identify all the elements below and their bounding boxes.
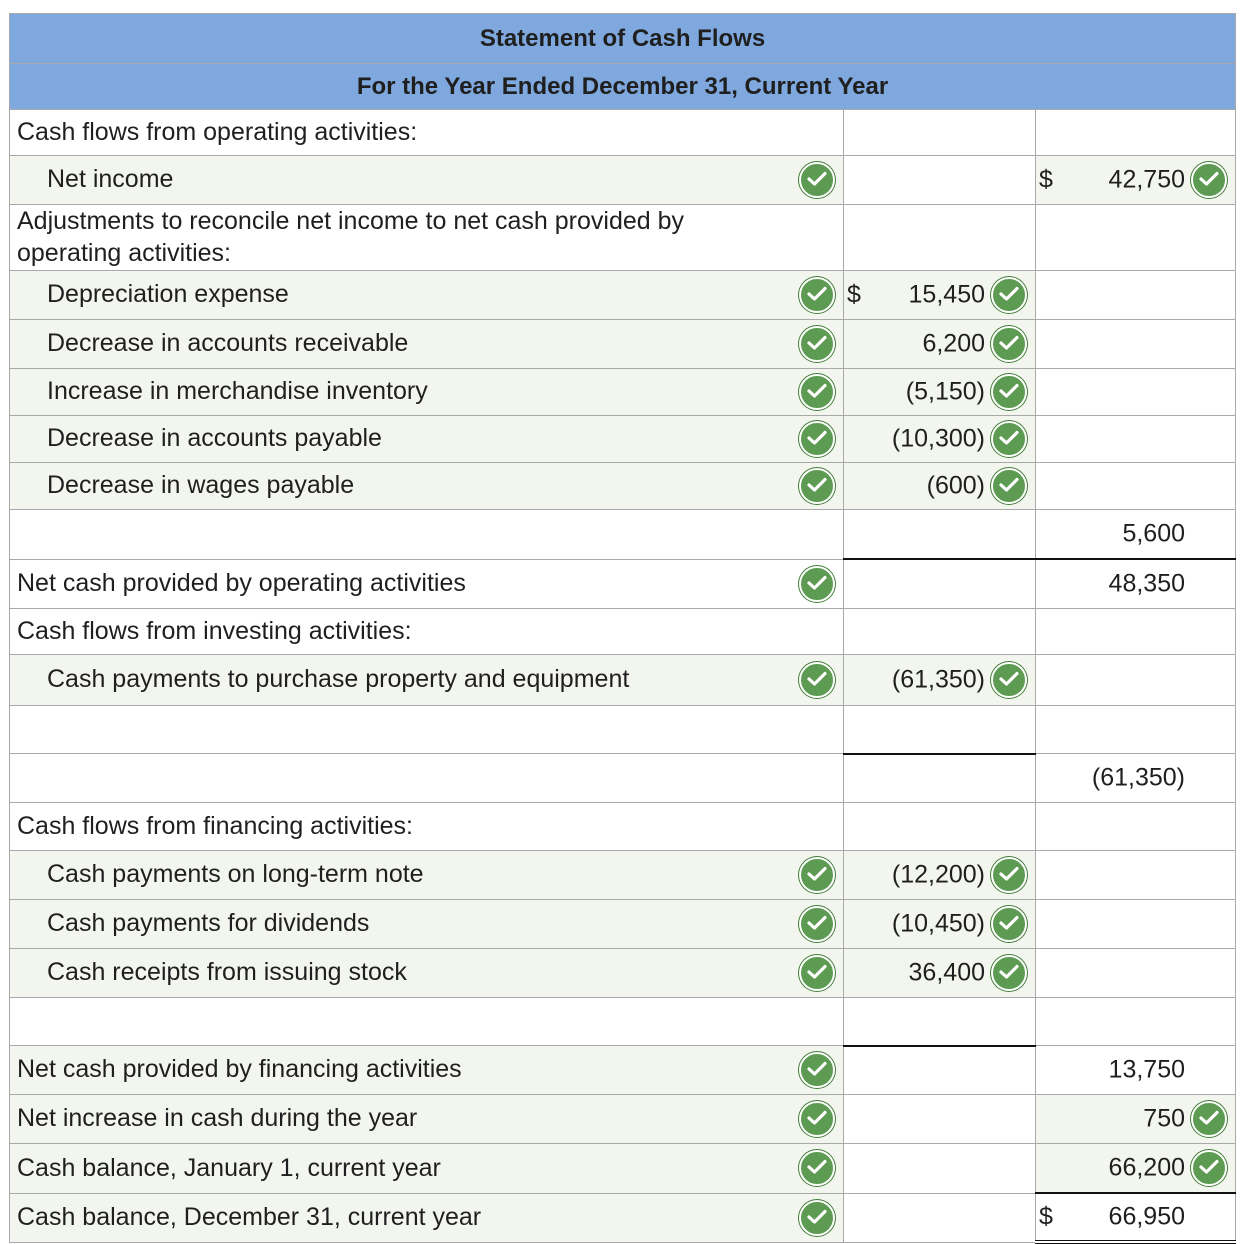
net-operating-label[interactable]: Net cash provided by operating activities [10, 559, 844, 609]
issue-stock-label[interactable]: Cash receipts from issuing stock [10, 949, 844, 998]
amount-cell[interactable] [844, 1144, 1036, 1194]
statement-subtitle: For the Year Ended December 31, Current Year [10, 64, 1236, 110]
statement-table [9, 13, 1236, 1244]
total-cell[interactable] [1036, 369, 1236, 416]
amount-cell[interactable] [844, 803, 1036, 851]
subtitle-row [10, 64, 1236, 110]
total-cell[interactable] [1036, 320, 1236, 369]
decrease-ap-amount[interactable]: (10,300) [844, 416, 1036, 463]
check-icon [991, 326, 1027, 362]
total-cell[interactable] [1036, 271, 1236, 320]
check-icon [991, 662, 1027, 698]
purchase-ppe-label[interactable]: Cash payments to purchase property and equipment [10, 655, 844, 706]
section-header-operating[interactable]: Cash flows from operating activities: [10, 110, 844, 156]
table-row [10, 463, 1236, 510]
depreciation-label[interactable]: Depreciation expense [10, 271, 844, 320]
check-icon [799, 1101, 835, 1137]
statement-title: Statement of Cash Flows [10, 14, 1236, 64]
blank-label[interactable] [10, 998, 844, 1046]
decrease-ar-amount[interactable]: 6,200 [844, 320, 1036, 369]
pay-dividends-amount[interactable]: (10,450) [844, 900, 1036, 949]
table-row [10, 156, 1236, 205]
issue-stock-amount[interactable]: 36,400 [844, 949, 1036, 998]
total-cell[interactable] [1036, 655, 1236, 706]
check-icon [991, 374, 1027, 410]
check-icon [799, 162, 835, 198]
check-icon [991, 421, 1027, 457]
check-icon [799, 374, 835, 410]
purchase-ppe-amount[interactable]: (61,350) [844, 655, 1036, 706]
net-financing-total[interactable]: 13,750 [1036, 1046, 1236, 1095]
net-income-label[interactable]: Net income [10, 156, 844, 205]
cash-jan-label[interactable]: Cash balance, January 1, current year [10, 1144, 844, 1194]
table-row [10, 851, 1236, 900]
table-row [10, 655, 1236, 706]
table-row [10, 205, 1236, 271]
table-row [10, 803, 1236, 851]
decrease-wages-amount[interactable]: (600) [844, 463, 1036, 510]
cash-jan-total[interactable]: 66,200 [1036, 1144, 1236, 1194]
table-row [10, 416, 1236, 463]
amount-cell[interactable] [844, 1095, 1036, 1144]
table-row [10, 754, 1236, 803]
currency-symbol: $ [1039, 165, 1053, 194]
table-row [10, 998, 1236, 1046]
check-icon [799, 1200, 835, 1236]
table-row [10, 110, 1236, 156]
amount-cell[interactable] [844, 156, 1036, 205]
increase-inventory-label[interactable]: Increase in merchandise inventory [10, 369, 844, 416]
table-row [10, 510, 1236, 560]
decrease-ar-label[interactable]: Decrease in accounts receivable [10, 320, 844, 369]
table-row [10, 1193, 1236, 1242]
section-header-financing[interactable]: Cash flows from financing activities: [10, 803, 844, 851]
section-header-investing[interactable]: Cash flows from investing activities: [10, 609, 844, 655]
table-row [10, 271, 1236, 320]
cash-dec-label[interactable]: Cash balance, December 31, current year [10, 1193, 844, 1242]
amount-cell[interactable] [844, 706, 1036, 754]
table-row [10, 900, 1236, 949]
depreciation-amount[interactable]: $ 15,450 [844, 271, 1036, 320]
amount-cell[interactable] [844, 609, 1036, 655]
total-cell[interactable] [1036, 609, 1236, 655]
check-icon [799, 277, 835, 313]
check-icon [991, 277, 1027, 313]
adjustments-total[interactable]: 5,600 [1036, 510, 1236, 560]
amount-cell[interactable] [844, 998, 1036, 1046]
net-operating-total[interactable]: 48,350 [1036, 559, 1236, 609]
check-icon [991, 906, 1027, 942]
increase-inventory-amount[interactable]: (5,150) [844, 369, 1036, 416]
check-icon [799, 662, 835, 698]
amount-cell[interactable] [844, 1193, 1036, 1242]
net-financing-label[interactable]: Net cash provided by financing activities [10, 1046, 844, 1095]
cash-dec-total[interactable]: $ 66,950 [1036, 1193, 1236, 1242]
total-cell[interactable] [1036, 949, 1236, 998]
net-increase-total[interactable]: 750 [1036, 1095, 1236, 1144]
total-cell[interactable] [1036, 416, 1236, 463]
blank-label[interactable] [10, 706, 844, 754]
blank-label[interactable] [10, 510, 844, 560]
total-cell[interactable] [1036, 851, 1236, 900]
table-row [10, 1095, 1236, 1144]
check-icon [799, 421, 835, 457]
table-row [10, 949, 1236, 998]
check-icon [1191, 162, 1227, 198]
check-icon [991, 955, 1027, 991]
table-row [10, 609, 1236, 655]
table-row [10, 706, 1236, 754]
blank-label[interactable] [10, 754, 844, 803]
total-cell[interactable] [1036, 205, 1236, 271]
decrease-wages-label[interactable]: Decrease in wages payable [10, 463, 844, 510]
currency-symbol: $ [1039, 1202, 1053, 1231]
net-increase-label[interactable]: Net increase in cash during the year [10, 1095, 844, 1144]
check-icon [799, 326, 835, 362]
table-row [10, 559, 1236, 609]
amount-cell[interactable] [844, 754, 1036, 803]
check-icon [1191, 1101, 1227, 1137]
total-cell[interactable] [1036, 110, 1236, 156]
check-icon [799, 955, 835, 991]
net-income-total[interactable]: $ 42,750 [1036, 156, 1236, 205]
check-icon [799, 468, 835, 504]
table-row [10, 320, 1236, 369]
investing-total[interactable]: (61,350) [1036, 754, 1236, 803]
amount-cell[interactable] [844, 510, 1036, 560]
pay-note-label[interactable]: Cash payments on long-term note [10, 851, 844, 900]
total-cell[interactable] [1036, 900, 1236, 949]
amount-cell[interactable] [844, 205, 1036, 271]
check-icon [799, 566, 835, 602]
cash-flow-statement [9, 13, 1235, 1231]
pay-dividends-label[interactable]: Cash payments for dividends [10, 900, 844, 949]
check-icon [991, 468, 1027, 504]
check-icon [991, 857, 1027, 893]
amount-cell[interactable] [844, 559, 1036, 609]
check-icon [799, 906, 835, 942]
table-row [10, 1046, 1236, 1095]
check-icon [799, 857, 835, 893]
pay-note-amount[interactable]: (12,200) [844, 851, 1036, 900]
total-cell[interactable] [1036, 706, 1236, 754]
title-row [10, 14, 1236, 64]
decrease-ap-label[interactable]: Decrease in accounts payable [10, 416, 844, 463]
table-row [10, 1144, 1236, 1194]
amount-cell[interactable] [844, 1046, 1036, 1095]
total-cell[interactable] [1036, 998, 1236, 1046]
check-icon [799, 1150, 835, 1186]
amount-cell[interactable] [844, 110, 1036, 156]
currency-symbol: $ [847, 280, 861, 309]
check-icon [1191, 1150, 1227, 1186]
check-icon [799, 1052, 835, 1088]
adjustments-label[interactable]: Adjustments to reconcile net income to net cash provided by operating activities: [10, 205, 844, 271]
table-row [10, 369, 1236, 416]
total-cell[interactable] [1036, 803, 1236, 851]
total-cell[interactable] [1036, 463, 1236, 510]
